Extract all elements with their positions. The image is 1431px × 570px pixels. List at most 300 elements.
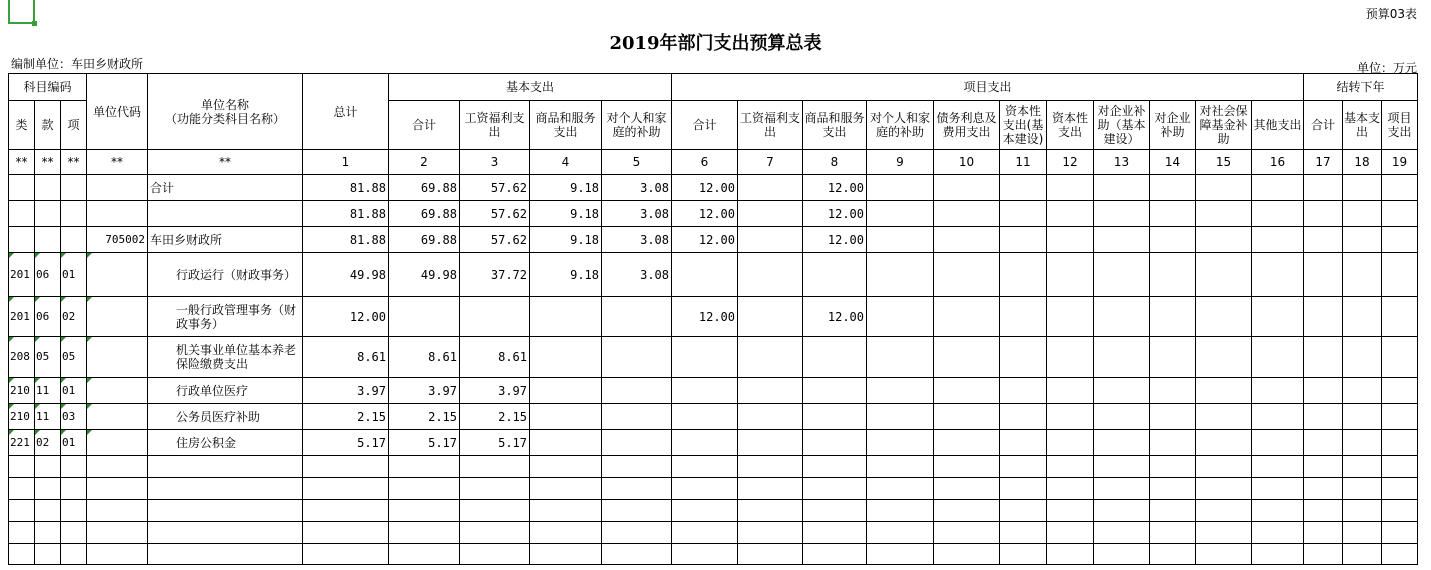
kuan-cell[interactable]: 06 <box>35 253 61 297</box>
empty-cell[interactable] <box>1047 175 1094 201</box>
empty-cell[interactable] <box>1150 227 1196 253</box>
basic-wage-cell[interactable]: 57.62 <box>460 227 530 253</box>
unit-name-cell[interactable]: 机关事业单位基本养老保险缴费支出 <box>148 337 303 378</box>
empty-cell[interactable] <box>35 500 61 522</box>
kuan-cell[interactable] <box>35 201 61 227</box>
empty-cell[interactable] <box>1343 430 1382 456</box>
empty-cell[interactable] <box>1047 500 1094 522</box>
empty-cell[interactable] <box>1094 297 1150 337</box>
total-cell[interactable]: 5.17 <box>303 430 389 456</box>
empty-cell[interactable] <box>1000 378 1047 404</box>
unit-name-cell[interactable]: 行政单位医疗 <box>148 378 303 404</box>
unit-name-cell[interactable]: 合计 <box>148 175 303 201</box>
project-total-cell[interactable] <box>672 378 738 404</box>
total-cell[interactable]: 81.88 <box>303 201 389 227</box>
empty-cell[interactable] <box>1196 500 1252 522</box>
basic-person-cell[interactable] <box>602 430 672 456</box>
basic-total-cell[interactable]: 69.88 <box>389 227 460 253</box>
empty-cell[interactable] <box>1382 297 1418 337</box>
empty-cell[interactable] <box>867 253 934 297</box>
empty-cell[interactable] <box>1047 378 1094 404</box>
empty-cell[interactable] <box>1094 227 1150 253</box>
empty-cell[interactable] <box>803 478 867 500</box>
empty-cell[interactable] <box>1304 378 1343 404</box>
empty-cell[interactable] <box>1150 404 1196 430</box>
empty-cell[interactable] <box>1252 378 1304 404</box>
empty-cell[interactable] <box>35 478 61 500</box>
empty-cell[interactable] <box>1000 404 1047 430</box>
empty-cell[interactable] <box>867 522 934 544</box>
xiang-cell[interactable]: 03 <box>61 404 87 430</box>
unit-name-cell[interactable]: 行政运行（财政事务） <box>148 253 303 297</box>
empty-cell[interactable] <box>389 500 460 522</box>
lei-cell[interactable]: 221 <box>9 430 35 456</box>
empty-cell[interactable] <box>9 544 35 565</box>
empty-cell[interactable] <box>867 404 934 430</box>
empty-cell[interactable] <box>1094 522 1150 544</box>
empty-cell[interactable] <box>934 404 1000 430</box>
unit-name-cell[interactable]: 车田乡财政所 <box>148 227 303 253</box>
empty-cell[interactable] <box>530 522 602 544</box>
empty-cell[interactable] <box>1196 227 1252 253</box>
total-cell[interactable]: 3.97 <box>303 378 389 404</box>
empty-cell[interactable] <box>1047 404 1094 430</box>
project-goods-cell[interactable] <box>803 430 867 456</box>
project-wage-cell[interactable] <box>738 404 803 430</box>
empty-cell[interactable] <box>934 378 1000 404</box>
empty-cell[interactable] <box>934 544 1000 565</box>
basic-goods-cell[interactable]: 9.18 <box>530 253 602 297</box>
lei-cell[interactable] <box>9 227 35 253</box>
project-goods-cell[interactable]: 12.00 <box>803 227 867 253</box>
empty-cell[interactable] <box>87 544 148 565</box>
empty-cell[interactable] <box>1094 430 1150 456</box>
empty-cell[interactable] <box>672 544 738 565</box>
empty-cell[interactable] <box>530 500 602 522</box>
empty-cell[interactable] <box>867 500 934 522</box>
empty-cell[interactable] <box>1196 522 1252 544</box>
basic-total-cell[interactable]: 69.88 <box>389 201 460 227</box>
empty-cell[interactable] <box>867 430 934 456</box>
basic-goods-cell[interactable] <box>530 430 602 456</box>
empty-cell[interactable] <box>1343 544 1382 565</box>
basic-wage-cell[interactable]: 2.15 <box>460 404 530 430</box>
empty-cell[interactable] <box>738 522 803 544</box>
basic-person-cell[interactable] <box>602 337 672 378</box>
kuan-cell[interactable]: 02 <box>35 430 61 456</box>
basic-person-cell[interactable]: 3.08 <box>602 175 672 201</box>
unit-code-cell[interactable] <box>87 253 148 297</box>
empty-cell[interactable] <box>1047 522 1094 544</box>
project-total-cell[interactable]: 12.00 <box>672 201 738 227</box>
empty-cell[interactable] <box>1047 544 1094 565</box>
basic-total-cell[interactable]: 2.15 <box>389 404 460 430</box>
empty-cell[interactable] <box>1304 404 1343 430</box>
project-wage-cell[interactable] <box>738 297 803 337</box>
unit-code-cell[interactable] <box>87 175 148 201</box>
empty-cell[interactable] <box>9 522 35 544</box>
basic-goods-cell[interactable] <box>530 297 602 337</box>
empty-cell[interactable] <box>1304 478 1343 500</box>
empty-cell[interactable] <box>672 500 738 522</box>
empty-cell[interactable] <box>867 478 934 500</box>
project-goods-cell[interactable] <box>803 337 867 378</box>
empty-cell[interactable] <box>1150 337 1196 378</box>
unit-name-cell[interactable]: 公务员医疗补助 <box>148 404 303 430</box>
total-cell[interactable]: 12.00 <box>303 297 389 337</box>
empty-cell[interactable] <box>1304 297 1343 337</box>
empty-cell[interactable] <box>1382 201 1418 227</box>
empty-cell[interactable] <box>1252 253 1304 297</box>
empty-cell[interactable] <box>87 522 148 544</box>
empty-cell[interactable] <box>1196 430 1252 456</box>
empty-cell[interactable] <box>530 456 602 478</box>
empty-cell[interactable] <box>1382 337 1418 378</box>
project-total-cell[interactable]: 12.00 <box>672 227 738 253</box>
empty-cell[interactable] <box>303 456 389 478</box>
unit-code-cell[interactable] <box>87 430 148 456</box>
empty-cell[interactable] <box>934 430 1000 456</box>
empty-cell[interactable] <box>1000 297 1047 337</box>
empty-cell[interactable] <box>934 337 1000 378</box>
kuan-cell[interactable] <box>35 175 61 201</box>
empty-cell[interactable] <box>1196 175 1252 201</box>
empty-cell[interactable] <box>867 337 934 378</box>
unit-code-cell[interactable]: 705002 <box>87 227 148 253</box>
empty-cell[interactable] <box>9 478 35 500</box>
empty-cell[interactable] <box>1252 227 1304 253</box>
basic-wage-cell[interactable]: 5.17 <box>460 430 530 456</box>
empty-cell[interactable] <box>867 201 934 227</box>
empty-cell[interactable] <box>61 500 87 522</box>
empty-cell[interactable] <box>672 456 738 478</box>
empty-cell[interactable] <box>303 478 389 500</box>
unit-code-cell[interactable] <box>87 337 148 378</box>
empty-cell[interactable] <box>1150 430 1196 456</box>
empty-cell[interactable] <box>738 500 803 522</box>
empty-cell[interactable] <box>1000 337 1047 378</box>
empty-cell[interactable] <box>1094 500 1150 522</box>
empty-cell[interactable] <box>9 500 35 522</box>
project-wage-cell[interactable] <box>738 430 803 456</box>
project-total-cell[interactable]: 12.00 <box>672 297 738 337</box>
empty-cell[interactable] <box>1304 430 1343 456</box>
basic-total-cell[interactable]: 3.97 <box>389 378 460 404</box>
empty-cell[interactable] <box>1000 522 1047 544</box>
unit-code-cell[interactable] <box>87 378 148 404</box>
empty-cell[interactable] <box>934 500 1000 522</box>
empty-cell[interactable] <box>1047 456 1094 478</box>
empty-cell[interactable] <box>803 456 867 478</box>
empty-cell[interactable] <box>148 544 303 565</box>
empty-cell[interactable] <box>1000 227 1047 253</box>
empty-cell[interactable] <box>1094 404 1150 430</box>
empty-cell[interactable] <box>672 478 738 500</box>
project-wage-cell[interactable] <box>738 253 803 297</box>
project-total-cell[interactable] <box>672 337 738 378</box>
empty-cell[interactable] <box>1252 404 1304 430</box>
empty-cell[interactable] <box>1000 175 1047 201</box>
xiang-cell[interactable]: 01 <box>61 378 87 404</box>
empty-cell[interactable] <box>1047 253 1094 297</box>
empty-cell[interactable] <box>87 478 148 500</box>
empty-cell[interactable] <box>9 456 35 478</box>
empty-cell[interactable] <box>867 175 934 201</box>
empty-cell[interactable] <box>1343 500 1382 522</box>
empty-cell[interactable] <box>389 522 460 544</box>
basic-total-cell[interactable]: 5.17 <box>389 430 460 456</box>
empty-cell[interactable] <box>1196 456 1252 478</box>
lei-cell[interactable]: 201 <box>9 253 35 297</box>
empty-cell[interactable] <box>1196 378 1252 404</box>
empty-cell[interactable] <box>1196 544 1252 565</box>
basic-wage-cell[interactable]: 37.72 <box>460 253 530 297</box>
empty-cell[interactable] <box>738 456 803 478</box>
project-total-cell[interactable]: 12.00 <box>672 175 738 201</box>
total-cell[interactable]: 49.98 <box>303 253 389 297</box>
empty-cell[interactable] <box>867 378 934 404</box>
empty-cell[interactable] <box>934 175 1000 201</box>
empty-cell[interactable] <box>1304 522 1343 544</box>
empty-cell[interactable] <box>1304 544 1343 565</box>
basic-goods-cell[interactable] <box>530 378 602 404</box>
empty-cell[interactable] <box>61 456 87 478</box>
project-wage-cell[interactable] <box>738 378 803 404</box>
empty-cell[interactable] <box>738 478 803 500</box>
empty-cell[interactable] <box>1252 522 1304 544</box>
empty-cell[interactable] <box>1382 430 1418 456</box>
empty-cell[interactable] <box>1196 201 1252 227</box>
empty-cell[interactable] <box>602 544 672 565</box>
empty-cell[interactable] <box>1094 544 1150 565</box>
lei-cell[interactable]: 201 <box>9 297 35 337</box>
kuan-cell[interactable]: 11 <box>35 378 61 404</box>
empty-cell[interactable] <box>1196 297 1252 337</box>
empty-cell[interactable] <box>1094 337 1150 378</box>
project-wage-cell[interactable] <box>738 227 803 253</box>
empty-cell[interactable] <box>602 478 672 500</box>
empty-cell[interactable] <box>1150 500 1196 522</box>
unit-name-cell[interactable] <box>148 201 303 227</box>
empty-cell[interactable] <box>1000 544 1047 565</box>
empty-cell[interactable] <box>1150 378 1196 404</box>
empty-cell[interactable] <box>934 456 1000 478</box>
empty-cell[interactable] <box>1196 253 1252 297</box>
empty-cell[interactable] <box>1304 201 1343 227</box>
lei-cell[interactable]: 210 <box>9 378 35 404</box>
empty-cell[interactable] <box>1150 522 1196 544</box>
project-total-cell[interactable] <box>672 430 738 456</box>
empty-cell[interactable] <box>803 500 867 522</box>
basic-wage-cell[interactable]: 3.97 <box>460 378 530 404</box>
basic-total-cell[interactable]: 69.88 <box>389 175 460 201</box>
empty-cell[interactable] <box>35 544 61 565</box>
xiang-cell[interactable]: 01 <box>61 253 87 297</box>
empty-cell[interactable] <box>389 456 460 478</box>
empty-cell[interactable] <box>1252 297 1304 337</box>
kuan-cell[interactable]: 05 <box>35 337 61 378</box>
empty-cell[interactable] <box>1304 253 1343 297</box>
xiang-cell[interactable] <box>61 201 87 227</box>
empty-cell[interactable] <box>148 478 303 500</box>
empty-cell[interactable] <box>1343 404 1382 430</box>
empty-cell[interactable] <box>1047 227 1094 253</box>
empty-cell[interactable] <box>1382 175 1418 201</box>
empty-cell[interactable] <box>1343 522 1382 544</box>
empty-cell[interactable] <box>1343 297 1382 337</box>
empty-cell[interactable] <box>87 456 148 478</box>
empty-cell[interactable] <box>934 478 1000 500</box>
empty-cell[interactable] <box>35 522 61 544</box>
empty-cell[interactable] <box>602 456 672 478</box>
empty-cell[interactable] <box>530 544 602 565</box>
project-goods-cell[interactable]: 12.00 <box>803 201 867 227</box>
empty-cell[interactable] <box>672 522 738 544</box>
empty-cell[interactable] <box>1000 201 1047 227</box>
empty-cell[interactable] <box>1150 456 1196 478</box>
empty-cell[interactable] <box>602 500 672 522</box>
empty-cell[interactable] <box>61 478 87 500</box>
empty-cell[interactable] <box>1150 175 1196 201</box>
unit-code-cell[interactable] <box>87 201 148 227</box>
empty-cell[interactable] <box>1304 227 1343 253</box>
empty-cell[interactable] <box>1150 297 1196 337</box>
basic-wage-cell[interactable]: 57.62 <box>460 201 530 227</box>
xiang-cell[interactable]: 02 <box>61 297 87 337</box>
empty-cell[interactable] <box>1343 456 1382 478</box>
project-wage-cell[interactable] <box>738 175 803 201</box>
empty-cell[interactable] <box>530 478 602 500</box>
empty-cell[interactable] <box>148 456 303 478</box>
empty-cell[interactable] <box>1150 478 1196 500</box>
unit-code-cell[interactable] <box>87 297 148 337</box>
basic-wage-cell[interactable]: 8.61 <box>460 337 530 378</box>
empty-cell[interactable] <box>1304 175 1343 201</box>
empty-cell[interactable] <box>1196 478 1252 500</box>
empty-cell[interactable] <box>934 253 1000 297</box>
empty-cell[interactable] <box>934 201 1000 227</box>
empty-cell[interactable] <box>1382 500 1418 522</box>
empty-cell[interactable] <box>1252 175 1304 201</box>
lei-cell[interactable]: 208 <box>9 337 35 378</box>
project-wage-cell[interactable] <box>738 337 803 378</box>
lei-cell[interactable] <box>9 201 35 227</box>
unit-name-cell[interactable]: 一般行政管理事务（财政事务） <box>148 297 303 337</box>
empty-cell[interactable] <box>1252 544 1304 565</box>
empty-cell[interactable] <box>1196 404 1252 430</box>
empty-cell[interactable] <box>602 522 672 544</box>
empty-cell[interactable] <box>1000 456 1047 478</box>
basic-person-cell[interactable] <box>602 378 672 404</box>
empty-cell[interactable] <box>1304 456 1343 478</box>
empty-cell[interactable] <box>867 227 934 253</box>
basic-total-cell[interactable]: 49.98 <box>389 253 460 297</box>
basic-person-cell[interactable] <box>602 404 672 430</box>
empty-cell[interactable] <box>1047 201 1094 227</box>
basic-person-cell[interactable]: 3.08 <box>602 227 672 253</box>
empty-cell[interactable] <box>1252 337 1304 378</box>
empty-cell[interactable] <box>1047 478 1094 500</box>
empty-cell[interactable] <box>1304 337 1343 378</box>
empty-cell[interactable] <box>1382 544 1418 565</box>
empty-cell[interactable] <box>1150 544 1196 565</box>
project-goods-cell[interactable] <box>803 253 867 297</box>
total-cell[interactable]: 81.88 <box>303 227 389 253</box>
empty-cell[interactable] <box>803 522 867 544</box>
empty-cell[interactable] <box>738 544 803 565</box>
empty-cell[interactable] <box>1343 478 1382 500</box>
project-total-cell[interactable] <box>672 404 738 430</box>
empty-cell[interactable] <box>1382 456 1418 478</box>
basic-person-cell[interactable]: 3.08 <box>602 253 672 297</box>
empty-cell[interactable] <box>303 522 389 544</box>
empty-cell[interactable] <box>460 478 530 500</box>
empty-cell[interactable] <box>1252 456 1304 478</box>
empty-cell[interactable] <box>1252 430 1304 456</box>
empty-cell[interactable] <box>1000 478 1047 500</box>
empty-cell[interactable] <box>934 522 1000 544</box>
empty-cell[interactable] <box>803 544 867 565</box>
empty-cell[interactable] <box>1047 297 1094 337</box>
total-cell[interactable]: 8.61 <box>303 337 389 378</box>
empty-cell[interactable] <box>460 544 530 565</box>
empty-cell[interactable] <box>1382 404 1418 430</box>
empty-cell[interactable] <box>1000 500 1047 522</box>
empty-cell[interactable] <box>460 522 530 544</box>
empty-cell[interactable] <box>1000 430 1047 456</box>
xiang-cell[interactable] <box>61 227 87 253</box>
empty-cell[interactable] <box>1382 478 1418 500</box>
empty-cell[interactable] <box>1343 253 1382 297</box>
empty-cell[interactable] <box>389 478 460 500</box>
xiang-cell[interactable]: 05 <box>61 337 87 378</box>
project-goods-cell[interactable] <box>803 378 867 404</box>
empty-cell[interactable] <box>87 500 148 522</box>
empty-cell[interactable] <box>1094 253 1150 297</box>
empty-cell[interactable] <box>1094 478 1150 500</box>
kuan-cell[interactable]: 06 <box>35 297 61 337</box>
project-goods-cell[interactable]: 12.00 <box>803 175 867 201</box>
basic-goods-cell[interactable]: 9.18 <box>530 227 602 253</box>
basic-goods-cell[interactable] <box>530 404 602 430</box>
empty-cell[interactable] <box>1094 456 1150 478</box>
empty-cell[interactable] <box>1382 378 1418 404</box>
total-cell[interactable]: 81.88 <box>303 175 389 201</box>
basic-person-cell[interactable] <box>602 297 672 337</box>
empty-cell[interactable] <box>1343 201 1382 227</box>
basic-person-cell[interactable]: 3.08 <box>602 201 672 227</box>
empty-cell[interactable] <box>1047 430 1094 456</box>
empty-cell[interactable] <box>1094 175 1150 201</box>
empty-cell[interactable] <box>389 544 460 565</box>
empty-cell[interactable] <box>1150 253 1196 297</box>
empty-cell[interactable] <box>867 456 934 478</box>
basic-total-cell[interactable]: 8.61 <box>389 337 460 378</box>
unit-name-cell[interactable]: 住房公积金 <box>148 430 303 456</box>
kuan-cell[interactable] <box>35 227 61 253</box>
project-wage-cell[interactable] <box>738 201 803 227</box>
selected-cell[interactable] <box>8 0 35 24</box>
empty-cell[interactable] <box>1094 201 1150 227</box>
empty-cell[interactable] <box>35 456 61 478</box>
empty-cell[interactable] <box>61 544 87 565</box>
empty-cell[interactable] <box>1343 337 1382 378</box>
empty-cell[interactable] <box>867 544 934 565</box>
empty-cell[interactable] <box>1382 522 1418 544</box>
empty-cell[interactable] <box>1094 378 1150 404</box>
unit-code-cell[interactable] <box>87 404 148 430</box>
empty-cell[interactable] <box>934 297 1000 337</box>
